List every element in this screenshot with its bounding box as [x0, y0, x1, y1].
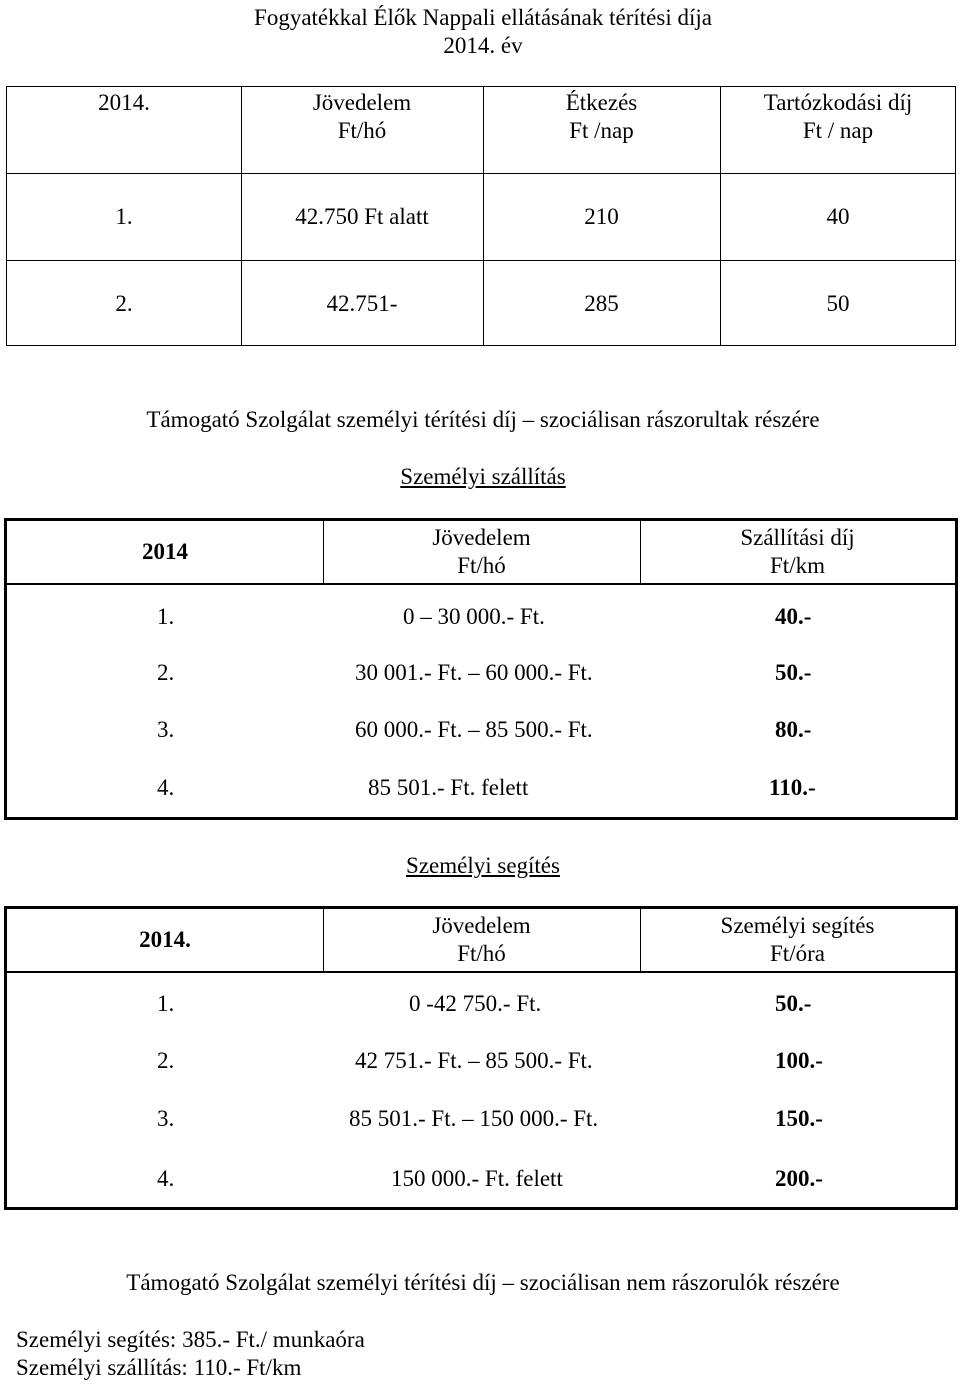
table3-row2-index: 2.: [157, 1048, 175, 1073]
table2-header-income: Jövedelem Ft/hó: [432, 525, 531, 578]
table1-header-meal: Étkezés Ft /nap: [565, 90, 638, 143]
table3-row4-fee: 200.-: [775, 1166, 823, 1191]
table3-row1-index: 1.: [157, 991, 175, 1016]
table2-row3-income: 60 000.- Ft. – 85 500.- Ft.: [355, 717, 593, 742]
table2-row3-index: 3.: [157, 717, 175, 742]
table1-header-stay-fee: Tartózkodási díj Ft / nap: [763, 90, 913, 143]
table1-row1-income: 42.750 Ft alatt: [295, 204, 429, 229]
table2-row4-fee: 110.-: [769, 775, 816, 800]
table3-row4-income: 150 000.- Ft. felett: [391, 1166, 563, 1191]
personal-assistance-fee: Személyi segítés: 385.- Ft./ munkaóra: [16, 1327, 365, 1352]
table3-row2-fee: 100.-: [775, 1048, 823, 1073]
table3-header-year: 2014.: [139, 927, 191, 952]
table2-row2-index: 2.: [157, 660, 175, 685]
szemelyi-szallitas-heading: Személyi szállítás: [400, 464, 566, 489]
table2-row4-index: 4.: [157, 775, 175, 800]
szemelyi-szallitas-table: [4, 518, 958, 820]
title-line-1: Fogyatékkal Élők Nappali ellátásának térítési díja: [254, 5, 712, 30]
table3-header-fee: Személyi segítés Ft/óra: [720, 913, 875, 966]
table2-row1-index: 1.: [157, 604, 175, 629]
table3-row1-income: 0 -42 750.- Ft.: [409, 991, 542, 1016]
table3-row1-fee: 50.-: [775, 991, 812, 1016]
table2-row1-fee: 40.-: [775, 604, 812, 629]
title-line-2: 2014. év: [443, 33, 523, 58]
table3-row3-income: 85 501.- Ft. – 150 000.- Ft.: [349, 1106, 599, 1131]
table3-row3-index: 3.: [157, 1106, 175, 1131]
table2-row4-income: 85 501.- Ft. felett: [368, 775, 529, 800]
table1-row2-stay: 50: [826, 291, 850, 316]
table1-header-income: Jövedelem Ft/hó: [312, 90, 412, 143]
table1-row2-index: 2.: [115, 291, 133, 316]
table1-row1-meal: 210: [584, 204, 619, 229]
table1-header-year: 2014.: [98, 90, 150, 115]
szemelyi-segites-table: [4, 906, 958, 1210]
table3-row3-fee: 150.-: [775, 1106, 823, 1131]
nappali-ellatas-table: [6, 86, 956, 346]
table3-header-income: Jövedelem Ft/hó: [432, 913, 531, 966]
table1-row1-index: 1.: [115, 204, 133, 229]
section-rászorultak-heading: Támogató Szolgálat személyi térítési díj – szociálisan rászorultak részére: [146, 407, 820, 432]
table1-row1-stay: 40: [826, 204, 850, 229]
table2-row2-fee: 50.-: [775, 660, 812, 685]
table2-row2-income: 30 001.- Ft. – 60 000.- Ft.: [355, 660, 593, 685]
document-title: [0, 4, 960, 60]
table1-row2-meal: 285: [584, 291, 619, 316]
table2-header-year: 2014: [142, 539, 188, 564]
personal-transport-fee: Személyi szállítás: 110.- Ft/km: [16, 1355, 302, 1380]
table3-row4-index: 4.: [157, 1166, 175, 1191]
table3-row2-income: 42 751.- Ft. – 85 500.- Ft.: [355, 1048, 593, 1073]
table1-row2-income: 42.751-: [326, 291, 398, 316]
table2-row1-income: 0 – 30 000.- Ft.: [403, 604, 545, 629]
table2-row3-fee: 80.-: [775, 717, 812, 742]
section-nem-raszorulok-heading: Támogató Szolgálat személyi térítési díj – szociálisan nem rászorulók részére: [126, 1270, 840, 1295]
szemelyi-segites-heading: Személyi segítés: [406, 853, 560, 878]
table2-header-fee: Szállítási díj Ft/km: [740, 525, 855, 578]
